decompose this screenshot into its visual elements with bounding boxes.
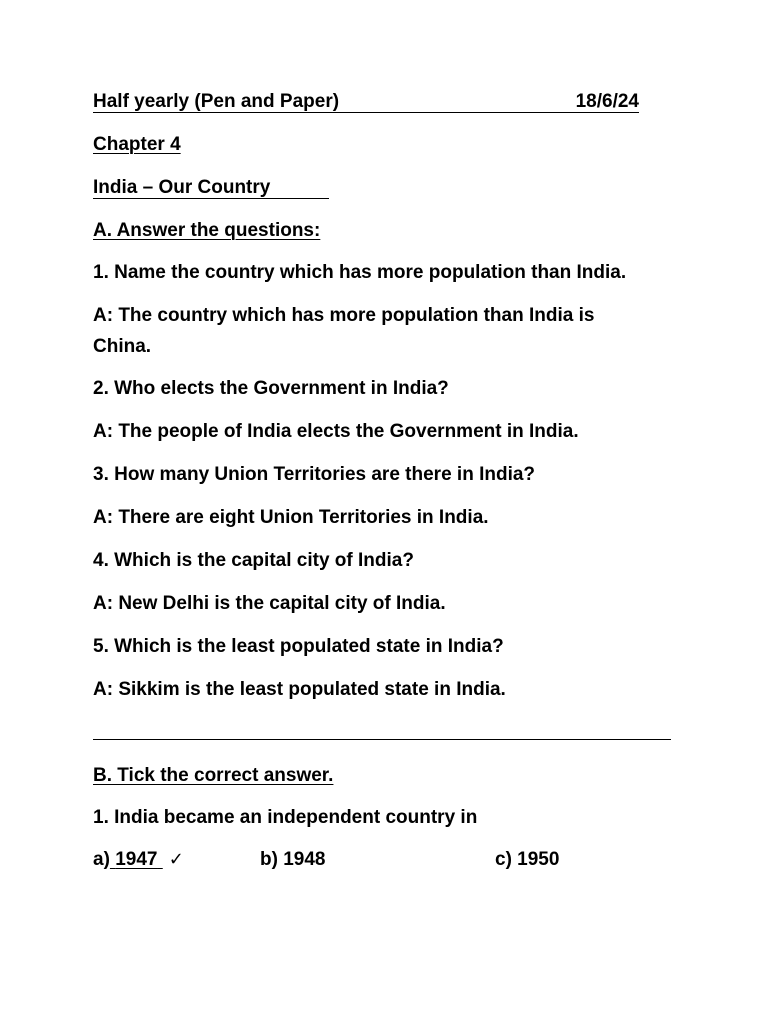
answer-4: A: New Delhi is the capital city of India. — [93, 593, 446, 614]
section-divider — [93, 739, 671, 740]
option-a-prefix: a) — [93, 849, 110, 870]
question-2: 2. Who elects the Government in India? — [93, 378, 449, 399]
question-1: 1. Name the country which has more population than India. — [93, 262, 627, 283]
mcq-options — [93, 848, 653, 874]
option-a-value: 1947 — [115, 849, 158, 870]
section-b-heading: B. Tick the correct answer. — [93, 765, 334, 786]
option-c: c) 1950 — [495, 849, 560, 870]
chapter-title-text: India – Our Country — [93, 177, 271, 198]
checkmark-icon: ✓ — [168, 849, 184, 870]
answer-2: A: The people of India elects the Government in India. — [93, 421, 579, 442]
worksheet-page — [93, 0, 693, 1024]
header-line — [93, 90, 639, 113]
question-3: 3. How many Union Territories are there in India? — [93, 464, 536, 485]
mcq-question-1: 1. India became an independent country in — [93, 807, 478, 828]
header-title: Half yearly (Pen and Paper) — [93, 91, 340, 112]
answer-5: A: Sikkim is the least populated state in India. — [93, 679, 506, 700]
section-a-heading: A. Answer the questions: — [93, 220, 321, 241]
answer-1: A: The country which has more population than India is China. — [93, 305, 595, 357]
question-4: 4. Which is the capital city of India? — [93, 550, 414, 571]
header-date: 18/6/24 — [575, 91, 639, 112]
chapter-number: Chapter 4 — [93, 134, 181, 155]
question-5: 5. Which is the least populated state in India? — [93, 636, 504, 657]
option-a — [93, 848, 184, 872]
chapter-title — [93, 176, 329, 199]
answer-3: A: There are eight Union Territories in India. — [93, 507, 489, 528]
option-b: b) 1948 — [260, 849, 326, 870]
